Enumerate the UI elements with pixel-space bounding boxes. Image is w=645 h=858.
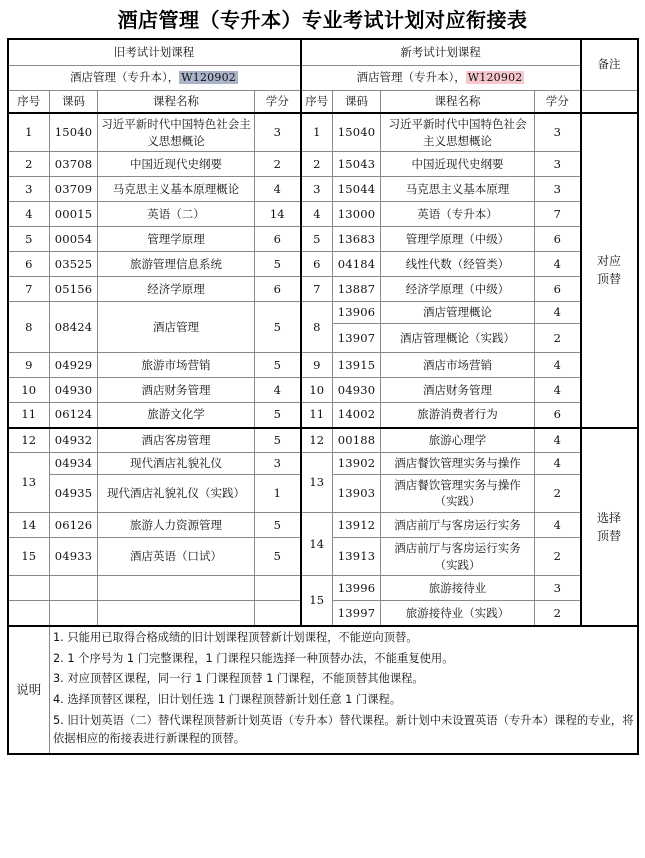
old-name: 酒店客房管理 — [98, 428, 255, 453]
new-code: 13683 — [333, 227, 381, 252]
new-credit: 4 — [535, 428, 581, 453]
col-new-credit: 学分 — [535, 90, 581, 113]
table-row — [8, 378, 638, 403]
old-seq: 8 — [8, 302, 50, 353]
old-credit: 5 — [255, 538, 301, 576]
new-credit: 4 — [535, 302, 581, 324]
old-code: 05156 — [50, 277, 98, 302]
old-code: 06126 — [50, 513, 98, 538]
old-credit: 6 — [255, 227, 301, 252]
remark-corresponding — [581, 113, 638, 428]
old-seq — [8, 576, 50, 601]
new-seq: 15 — [301, 576, 333, 626]
new-credit: 6 — [535, 403, 581, 428]
old-seq: 3 — [8, 177, 50, 202]
new-code: 13996 — [333, 576, 381, 601]
old-name: 酒店英语（口试） — [98, 538, 255, 576]
notes-content — [50, 626, 638, 754]
table-row — [8, 453, 638, 475]
old-name: 经济学原理 — [98, 277, 255, 302]
table-row — [8, 353, 638, 378]
table-row — [8, 177, 638, 202]
old-seq — [8, 601, 50, 626]
old-code: 03525 — [50, 252, 98, 277]
new-code: 13887 — [333, 277, 381, 302]
old-seq: 11 — [8, 403, 50, 428]
note-item: 3. 对应顶替区课程，同一行 1 门课程顶替 1 门课程，不能顶替其他课程。 — [53, 672, 424, 686]
new-program-cell — [301, 65, 581, 90]
new-seq: 4 — [301, 202, 333, 227]
new-code: 13912 — [333, 513, 381, 538]
new-credit: 2 — [535, 474, 581, 512]
new-seq: 13 — [301, 453, 333, 513]
old-seq: 2 — [8, 152, 50, 177]
note-item: 4. 选择顶替区课程，旧计划任选 1 门课程顶替新计划任意 1 门课程。 — [53, 693, 402, 707]
old-seq: 10 — [8, 378, 50, 403]
old-code: 15040 — [50, 113, 98, 152]
table-row — [8, 513, 638, 538]
col-old-credit: 学分 — [255, 90, 301, 113]
new-credit: 4 — [535, 353, 581, 378]
remark-header-spacer — [581, 90, 638, 113]
note-item: 2. 1 个序号为 1 门完整课程，1 门课程只能选择一种顶替办法，不能重复使用。 — [53, 651, 454, 665]
new-credit: 7 — [535, 202, 581, 227]
old-name: 中国近现代史纲要 — [98, 152, 255, 177]
header-remark: 备注 — [581, 39, 638, 90]
new-code: 04930 — [333, 378, 381, 403]
note-item: 1. 只能用已取得合格成绩的旧计划课程顶替新计划课程，不能逆向顶替。 — [53, 630, 418, 644]
col-old-seq: 序号 — [8, 90, 50, 113]
old-name: 管理学原理 — [98, 227, 255, 252]
table-header-columns — [8, 90, 638, 113]
old-name: 现代酒店礼貌礼仪（实践） — [98, 474, 255, 512]
old-credit: 5 — [255, 513, 301, 538]
old-code: 00015 — [50, 202, 98, 227]
new-credit: 6 — [535, 227, 581, 252]
new-name: 酒店餐饮管理实务与操作（实践） — [381, 474, 535, 512]
old-name: 旅游人力资源管理 — [98, 513, 255, 538]
new-name: 马克思主义基本原理 — [381, 177, 535, 202]
new-name: 旅游消费者行为 — [381, 403, 535, 428]
new-code: 13997 — [333, 601, 381, 626]
old-code: 08424 — [50, 302, 98, 353]
new-seq: 9 — [301, 353, 333, 378]
new-credit: 2 — [535, 324, 581, 353]
old-credit: 4 — [255, 378, 301, 403]
old-name: 旅游管理信息系统 — [98, 252, 255, 277]
new-code: 13915 — [333, 353, 381, 378]
table-row — [8, 152, 638, 177]
old-code: 03709 — [50, 177, 98, 202]
table-row — [8, 302, 638, 324]
old-credit: 5 — [255, 353, 301, 378]
new-code: 14002 — [333, 403, 381, 428]
old-name — [98, 576, 255, 601]
new-code: 15043 — [333, 152, 381, 177]
table-row — [8, 403, 638, 428]
new-name: 酒店市场营销 — [381, 353, 535, 378]
old-code: 04932 — [50, 428, 98, 453]
col-old-code: 课码 — [50, 90, 98, 113]
old-seq: 6 — [8, 252, 50, 277]
old-name: 酒店管理 — [98, 302, 255, 353]
old-code: 04935 — [50, 474, 98, 512]
new-name: 旅游心理学 — [381, 428, 535, 453]
old-seq: 14 — [8, 513, 50, 538]
remark-corresponding-label: 对应顶替 — [597, 254, 622, 287]
old-credit: 5 — [255, 403, 301, 428]
new-seq: 8 — [301, 302, 333, 353]
new-credit: 4 — [535, 513, 581, 538]
old-code: 04933 — [50, 538, 98, 576]
old-seq: 7 — [8, 277, 50, 302]
new-name: 线性代数（经管类） — [381, 252, 535, 277]
old-credit: 14 — [255, 202, 301, 227]
new-name: 英语（专升本） — [381, 202, 535, 227]
table-row — [8, 277, 638, 302]
col-old-name: 课程名称 — [98, 90, 255, 113]
new-code: 13907 — [333, 324, 381, 353]
new-seq: 1 — [301, 113, 333, 152]
old-program-cell — [8, 65, 301, 90]
old-name: 现代酒店礼貌礼仪 — [98, 453, 255, 475]
new-name: 中国近现代史纲要 — [381, 152, 535, 177]
old-seq: 9 — [8, 353, 50, 378]
header-old-plan: 旧考试计划课程 — [8, 39, 301, 65]
col-new-seq: 序号 — [301, 90, 333, 113]
new-seq: 7 — [301, 277, 333, 302]
new-code: 13000 — [333, 202, 381, 227]
col-new-code: 课码 — [333, 90, 381, 113]
new-credit: 2 — [535, 601, 581, 626]
new-code: 13902 — [333, 453, 381, 475]
notes-label: 说明 — [16, 682, 42, 698]
old-seq: 15 — [8, 538, 50, 576]
old-name: 习近平新时代中国特色社会主义思想概论 — [98, 113, 255, 152]
page-title: 酒店管理（专升本）专业考试计划对应衔接表 — [117, 8, 528, 32]
new-credit: 2 — [535, 538, 581, 576]
new-credit: 3 — [535, 113, 581, 152]
new-name: 酒店管理概论 — [381, 302, 535, 324]
notes-label-cell — [8, 626, 50, 754]
new-seq: 11 — [301, 403, 333, 428]
new-name: 经济学原理（中级） — [381, 277, 535, 302]
table-header-programs — [8, 65, 638, 90]
new-name: 管理学原理（中级） — [381, 227, 535, 252]
new-name: 酒店前厅与客房运行实务（实践） — [381, 538, 535, 576]
old-code: 04929 — [50, 353, 98, 378]
new-credit: 6 — [535, 277, 581, 302]
old-code — [50, 601, 98, 626]
new-name: 习近平新时代中国特色社会主义思想概论 — [381, 113, 535, 152]
new-code: 13906 — [333, 302, 381, 324]
old-name: 马克思主义基本原理概论 — [98, 177, 255, 202]
new-name: 酒店前厅与客房运行实务 — [381, 513, 535, 538]
old-code: 04930 — [50, 378, 98, 403]
old-credit: 6 — [255, 277, 301, 302]
col-new-name: 课程名称 — [381, 90, 535, 113]
old-seq: 13 — [8, 453, 50, 513]
new-seq: 10 — [301, 378, 333, 403]
remark-optional-label: 选择顶替 — [597, 510, 622, 543]
new-name: 酒店管理概论（实践） — [381, 324, 535, 353]
course-mapping-table — [7, 38, 639, 755]
new-seq: 2 — [301, 152, 333, 177]
new-credit: 4 — [535, 378, 581, 403]
new-name: 酒店财务管理 — [381, 378, 535, 403]
old-credit: 5 — [255, 428, 301, 453]
old-credit: 1 — [255, 474, 301, 512]
new-program-name: 酒店管理（专升本）， — [356, 70, 466, 85]
new-code: 00188 — [333, 428, 381, 453]
new-code: 13903 — [333, 474, 381, 512]
new-code: 13913 — [333, 538, 381, 576]
new-seq: 6 — [301, 252, 333, 277]
new-name: 旅游接待业 — [381, 576, 535, 601]
old-code: 06124 — [50, 403, 98, 428]
old-code — [50, 576, 98, 601]
old-program-code: W120902 — [181, 71, 236, 85]
table-row — [8, 227, 638, 252]
old-credit: 5 — [255, 302, 301, 353]
header-new-plan: 新考试计划课程 — [301, 39, 581, 65]
old-name: 酒店财务管理 — [98, 378, 255, 403]
old-code: 00054 — [50, 227, 98, 252]
new-name: 酒店餐饮管理实务与操作 — [381, 453, 535, 475]
table-row — [8, 428, 638, 453]
new-code: 15040 — [333, 113, 381, 152]
old-name: 英语（二） — [98, 202, 255, 227]
new-name: 旅游接待业（实践） — [381, 601, 535, 626]
old-credit: 4 — [255, 177, 301, 202]
note-item: 5. 旧计划英语（二）替代课程顶替新计划英语（专升本）替代课程。新计划中未设置英语（专升本）课程的专业，将依据相应的衔接表进行新课程的顶替。 — [53, 714, 634, 746]
table-row — [8, 113, 638, 152]
new-credit: 3 — [535, 177, 581, 202]
new-seq: 14 — [301, 513, 333, 576]
new-credit: 4 — [535, 252, 581, 277]
old-credit — [255, 576, 301, 601]
new-credit: 3 — [535, 152, 581, 177]
old-seq: 1 — [8, 113, 50, 152]
new-seq: 12 — [301, 428, 333, 453]
remark-optional — [581, 428, 638, 626]
old-program-name: 酒店管理（专升本）， — [70, 70, 180, 85]
new-seq: 3 — [301, 177, 333, 202]
notes-row — [8, 626, 638, 754]
table-header-plans — [8, 39, 638, 65]
old-seq: 5 — [8, 227, 50, 252]
table-row — [8, 252, 638, 277]
new-seq: 5 — [301, 227, 333, 252]
old-code: 04934 — [50, 453, 98, 475]
old-seq: 4 — [8, 202, 50, 227]
old-credit — [255, 601, 301, 626]
old-credit: 3 — [255, 453, 301, 475]
new-code: 15044 — [333, 177, 381, 202]
old-name — [98, 601, 255, 626]
old-credit: 5 — [255, 252, 301, 277]
old-name: 旅游文化学 — [98, 403, 255, 428]
table-row — [8, 576, 638, 601]
old-code: 03708 — [50, 152, 98, 177]
old-name: 旅游市场营销 — [98, 353, 255, 378]
new-code: 04184 — [333, 252, 381, 277]
old-credit: 3 — [255, 113, 301, 152]
old-credit: 2 — [255, 152, 301, 177]
new-program-code: W120902 — [467, 71, 523, 85]
table-row — [8, 202, 638, 227]
old-seq: 12 — [8, 428, 50, 453]
new-credit: 3 — [535, 576, 581, 601]
new-credit: 4 — [535, 453, 581, 475]
